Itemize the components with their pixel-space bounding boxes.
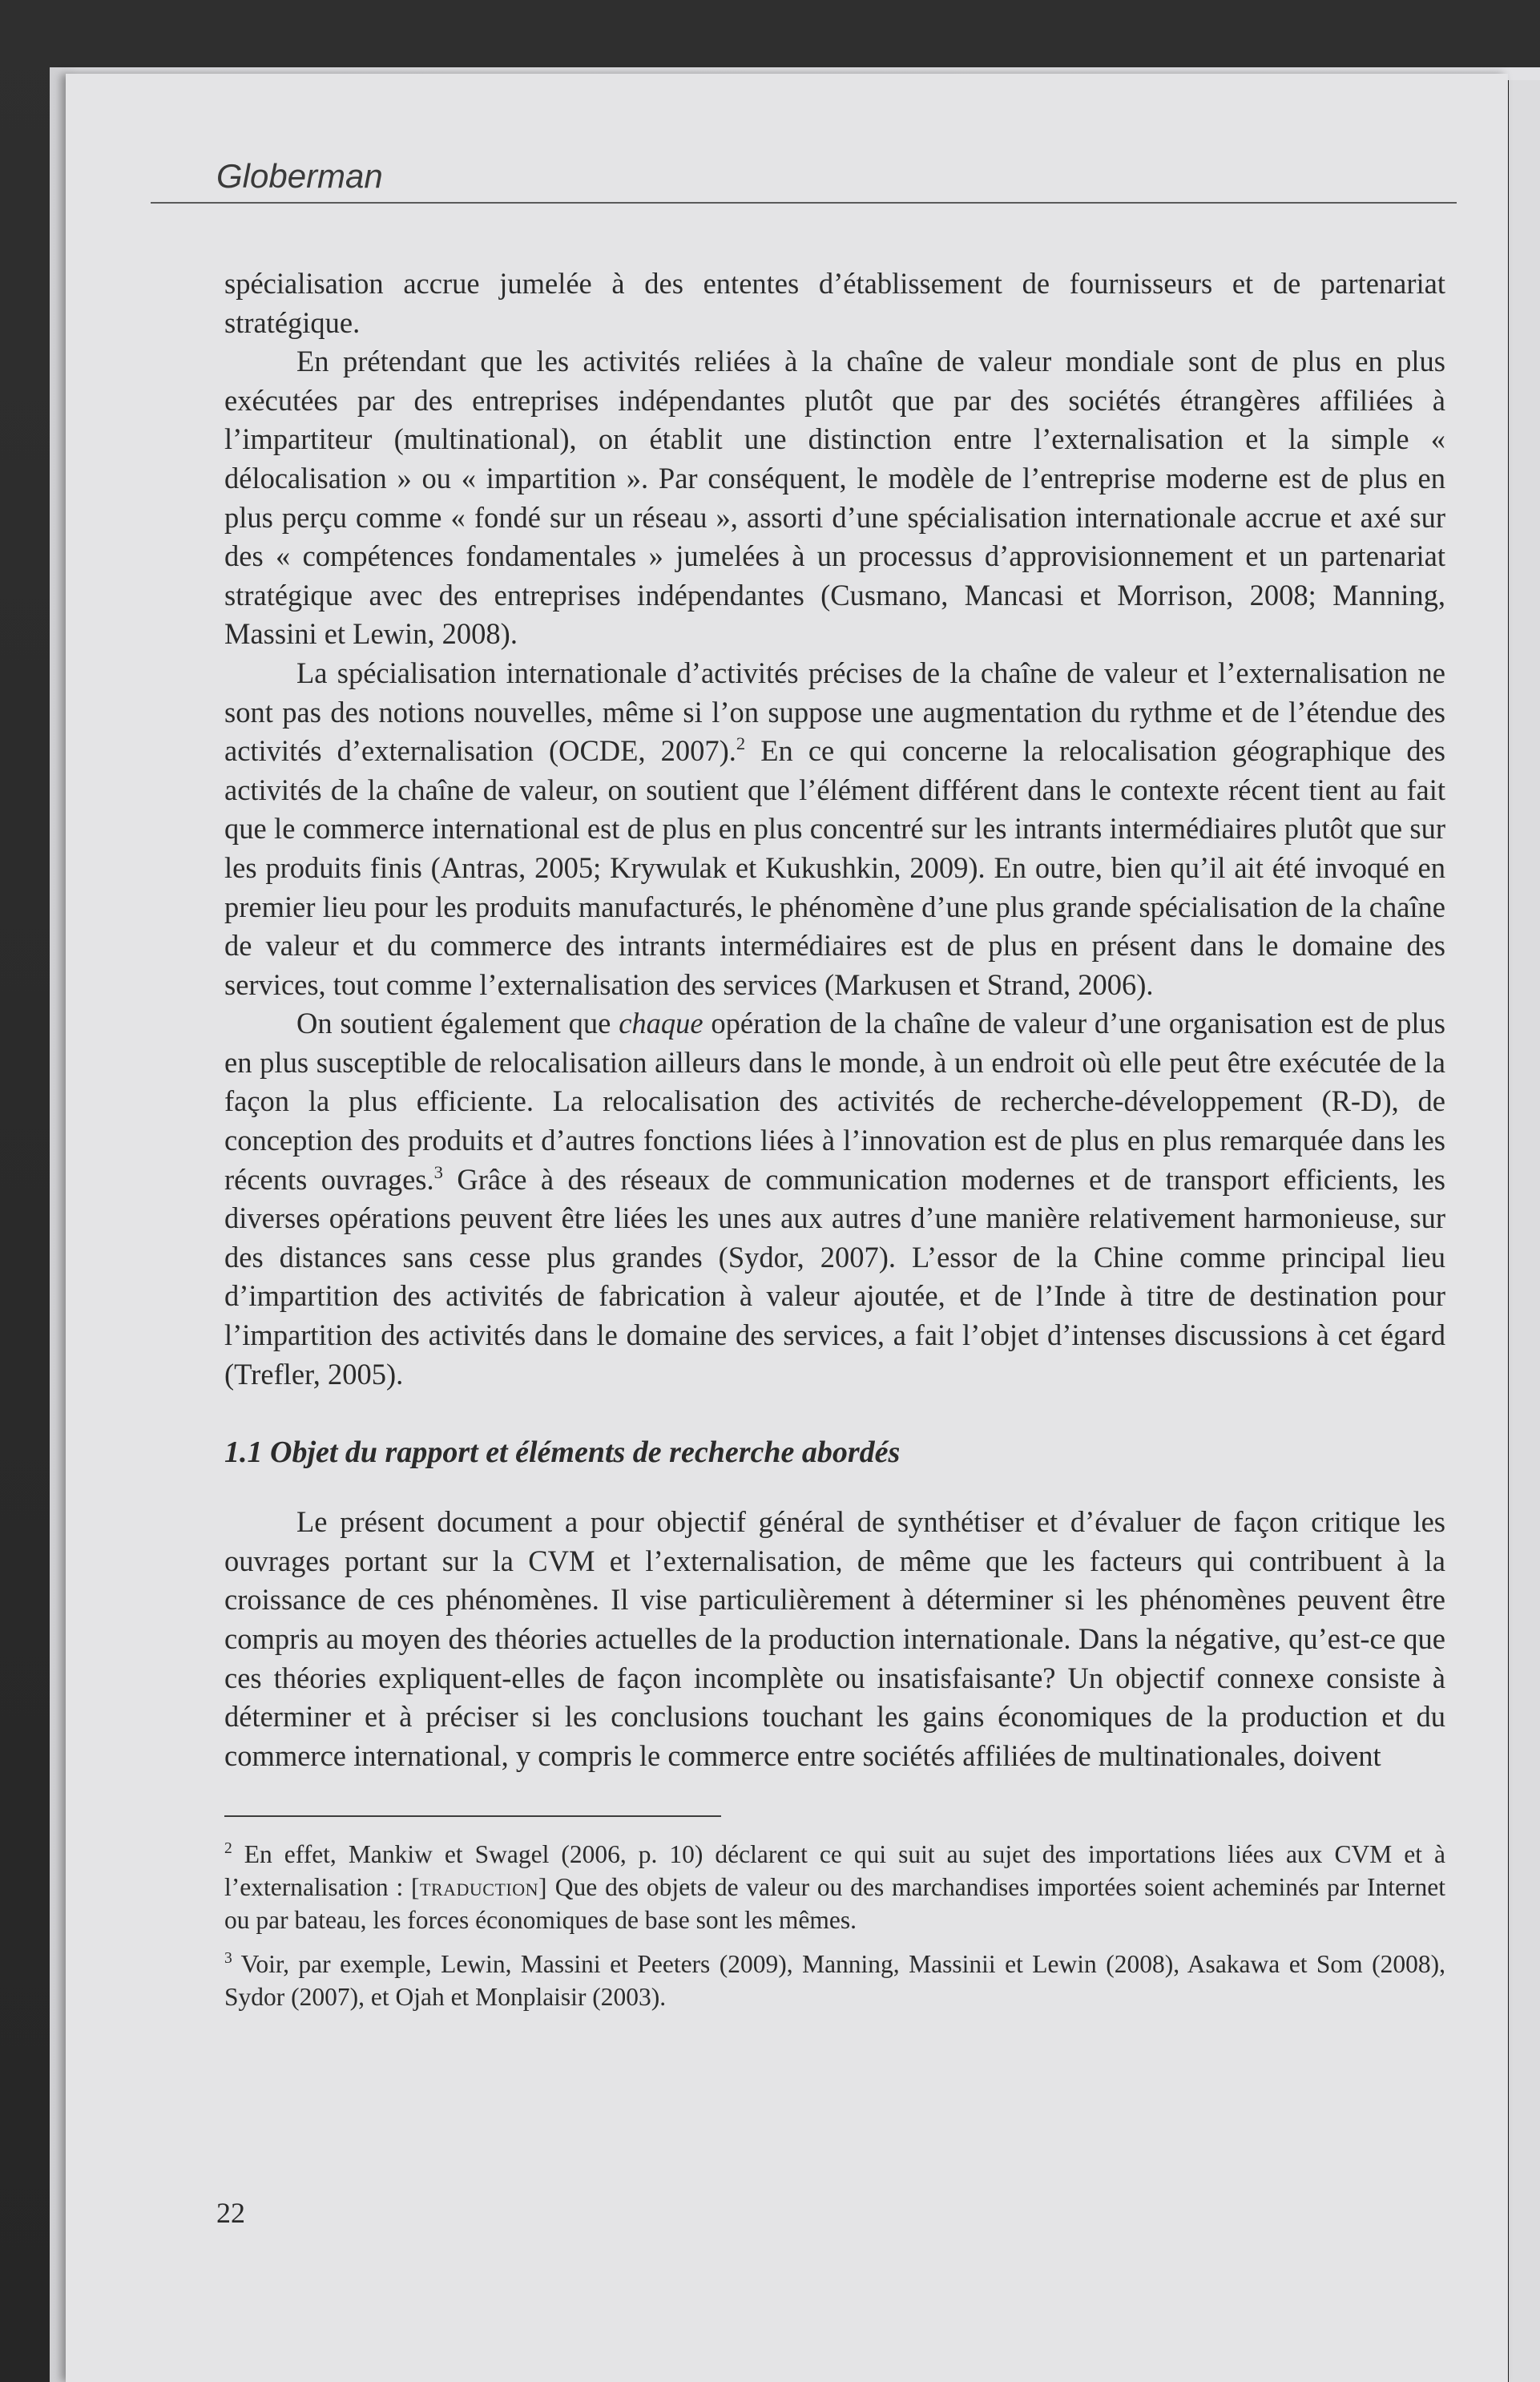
- footnote-ref-2: 2: [736, 733, 746, 754]
- page-number: 22: [216, 2197, 245, 2229]
- next-page-edge: [1506, 80, 1540, 2382]
- footnote-number: 3: [224, 1950, 232, 1968]
- paragraph-text: En ce qui concerne la relocalisation géographique des activités de la chaîne de valeur, on soutient que l’élément différent dans le contexte récent tient au fait que le commerce international est de plus en plus concentré sur les intrants intermédiaires plutôt que sur les produits finis (Antras, 2005; Krywulak et Kukushkin, 2009). En outre, bien qu’il ait été invoqué en premier lieu pour les produits manufacturés, le phénomène d’une plus grande spécialisation de la chaîne de valeur et du commerce des intrants intermédiaires est de plus en présent dans le domaine des services, tout comme l’externalisation des services (Markusen et Strand, 2006).: [224, 734, 1445, 1001]
- footnote-text: Que des objets de valeur ou des marchandises importées soient acheminés par Internet ou par bateau, les forces économiques de base sont les mêmes.: [224, 1873, 1445, 1935]
- footnote-number: 2: [224, 1840, 232, 1858]
- paragraph-text: On soutient également que: [296, 1007, 619, 1040]
- paragraph-objective: Le présent document a pour objectif général de synthétiser et d’évaluer de façon critique les ouvrages portant sur la CVM et l’externalisation, de même que les facteurs qui contribuent à la croissance de ces phénomènes. Il vise particulièrement à déterminer si les phénomènes peuvent être compris au moyen des théories actuelles de la production internationale. Dans la négative, qu’est-ce que ces théories expliquent-elles de façon incomplète ou insatisfaisante? Un objectif connexe consiste à déterminer et à préciser si les conclusions touchant les gains économiques de la production et du commerce international, y compris le commerce entre sociétés affiliées de multinationales, doivent: [224, 1505, 1445, 1772]
- paragraph-text: La spécialisation internationale d’activités précises de la chaîne de valeur et l’externalisation ne sont pas des notions nouvelles, même si l’on suppose une augmentation du rythme et de l’étendue des activités d’externalisation (OCDE, 2007).: [224, 656, 1445, 768]
- footnote-3: [224, 1948, 1445, 2013]
- page-body: [224, 264, 1445, 2025]
- paragraph-relocation: [224, 1004, 1445, 1394]
- emphasis-word: chaque: [619, 1007, 703, 1040]
- footnotes: [224, 1838, 1445, 2013]
- footnote-text: En effet, Mankiw et Swagel (2006, p. 10) déclarent ce qui suit au sujet des importations liées aux CVM et à l’externalisation :: [224, 1840, 1445, 1902]
- paragraph-text: opération de la chaîne de valeur d’une organisation est de plus en plus susceptible de relocalisation ailleurs dans le monde, à un endroit où elle peut être exécutée de la façon la plus efficiente. La relocalisation des activités de recherche-développement (R-D), de conception des produits et d’autres fonctions liées à l’innovation est de plus en plus remarquée dans les récents ouvrages.: [224, 1007, 1445, 1196]
- paragraph-continuation: spécialisation accrue jumelée à des ententes d’établissement de fournisseurs et de partenariat stratégique.: [224, 267, 1445, 339]
- running-header: [151, 152, 1457, 204]
- paragraph-network-firm: En prétendant que les activités reliées à la chaîne de valeur mondiale sont de plus en plus exécutées par des entreprises indépendantes plutôt que par des sociétés étrangères affiliées à l’impartiteur (multinational), on établit une distinction entre l’externalisation et la simple « délocalisation » ou « impartition ». Par conséquent, le modèle de l’entreprise moderne est de plus en plus perçu comme « fondé sur un réseau », assorti d’une spécialisation internationale accrue et axé sur des « compétences fondamentales » jumelées à un processus d’approvisionnement et un partenariat stratégique avec des entreprises indépendantes (Cusmano, Mancasi et Morrison, 2008; Manning, Massini et Lewin, 2008).: [224, 345, 1445, 651]
- footnote-2: [224, 1838, 1445, 1936]
- footnote-translation-tag: [traduction]: [411, 1873, 547, 1902]
- footnote-text: Voir, par exemple, Lewin, Massini et Peeters (2009), Manning, Massinii et Lewin (2008), Asakawa et Som (2008), Sydor (2007), et Ojah et Monplaisir (2003).: [224, 1950, 1445, 2012]
- paragraph-specialisation: [224, 654, 1445, 1004]
- running-header-title: Globerman: [216, 157, 383, 195]
- footnote-ref-3: 3: [433, 1161, 443, 1182]
- footnote-separator: [224, 1815, 721, 1817]
- section-heading: 1.1 Objet du rapport et éléments de recherche abordés: [224, 1435, 901, 1470]
- paragraph-text: Grâce à des réseaux de communication modernes et de transport efficients, les diverses opérations peuvent être liées les unes aux autres d’une manière relativement harmonieuse, sur des distances sans cesse plus grandes (Sydor, 2007). L’essor de la Chine comme principal lieu d’impartition des activités de fabrication à valeur ajoutée, et de l’Inde à titre de destination pour l’impartition des activités dans le domaine des services, a fait l’objet d’intenses discussions à cet égard (Trefler, 2005).: [224, 1162, 1445, 1391]
